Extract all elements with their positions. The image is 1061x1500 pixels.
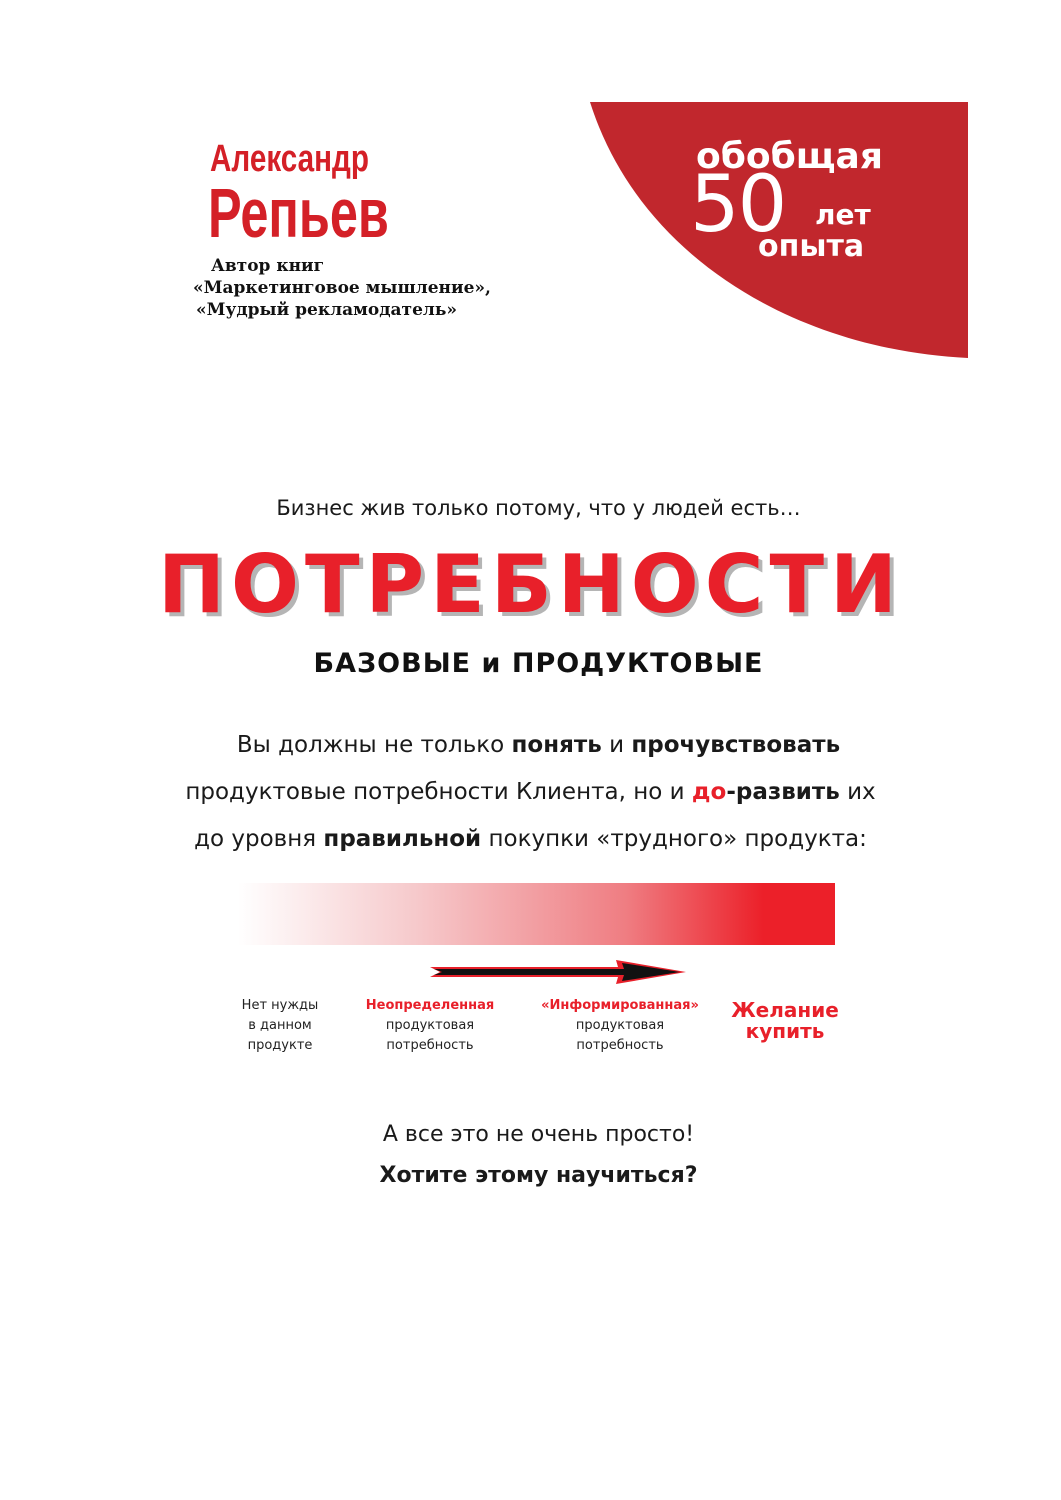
paragraph-line xyxy=(0,779,1061,805)
author-books-line: «Мудрый рекламодатель» xyxy=(196,300,458,320)
stage-undefined-need xyxy=(355,996,505,1056)
badge-line: обобщая xyxy=(696,136,883,177)
text-span: их xyxy=(839,779,876,805)
text-span: до уровня xyxy=(194,826,324,852)
stage-line: продуктовая xyxy=(385,1018,475,1033)
need-gradient-bar xyxy=(238,883,835,945)
stage-line: потребность xyxy=(386,1038,474,1053)
closing-line: А все это не очень просто! xyxy=(382,1122,695,1147)
badge-line: лет xyxy=(815,198,871,231)
emphasis: -развить xyxy=(726,779,840,805)
author-books xyxy=(193,255,491,321)
emphasis: правильной xyxy=(323,826,482,852)
emphasis: прочувствовать xyxy=(631,732,841,758)
emphasis: понять xyxy=(511,732,602,758)
stage-line: потребность xyxy=(576,1038,664,1053)
text-span: и xyxy=(601,732,632,758)
author-books-line: Автор книг xyxy=(211,256,325,276)
stage-heading: купить xyxy=(745,1019,825,1043)
badge-number: 50 xyxy=(690,160,786,250)
paragraph-line xyxy=(0,826,1061,852)
stage-heading: Неопределенная xyxy=(365,998,495,1013)
author-last-name: Репьев xyxy=(208,174,389,252)
stage-line: Нет нужды xyxy=(241,998,319,1013)
stage-line: продукте xyxy=(247,1038,313,1053)
text-span: продуктовые потребности Клиента, но и xyxy=(185,779,692,805)
text-span: покупки «трудного» продукта: xyxy=(481,826,867,852)
intro-text: Бизнес жив только потому, что у людей есть… xyxy=(276,496,801,520)
stage-line: продуктовая xyxy=(575,1018,665,1033)
arrow-right-icon xyxy=(428,958,690,986)
stage-heading: Желание xyxy=(731,998,839,1022)
stage-heading: «Информированная» xyxy=(541,998,699,1013)
main-title: ПОТРЕБНОСТИ xyxy=(158,538,903,631)
badge-line: опыта xyxy=(758,229,865,264)
stage-desire-to-buy xyxy=(720,1000,850,1042)
emphasis-red: до xyxy=(691,779,727,805)
stage-line: в данном xyxy=(248,1018,312,1033)
author-books-line: «Маркетинговое мышление», xyxy=(193,278,491,298)
closing-question: Хотите этому научиться? xyxy=(379,1163,698,1188)
author-first-name: Александр xyxy=(210,138,369,180)
text-span: Вы должны не только xyxy=(236,732,512,758)
subtitle: БАЗОВЫЕ и ПРОДУКТОВЫЕ xyxy=(313,648,764,679)
stage-no-need xyxy=(232,996,328,1056)
paragraph-line xyxy=(0,732,1061,758)
stage-informed-need xyxy=(525,996,715,1056)
